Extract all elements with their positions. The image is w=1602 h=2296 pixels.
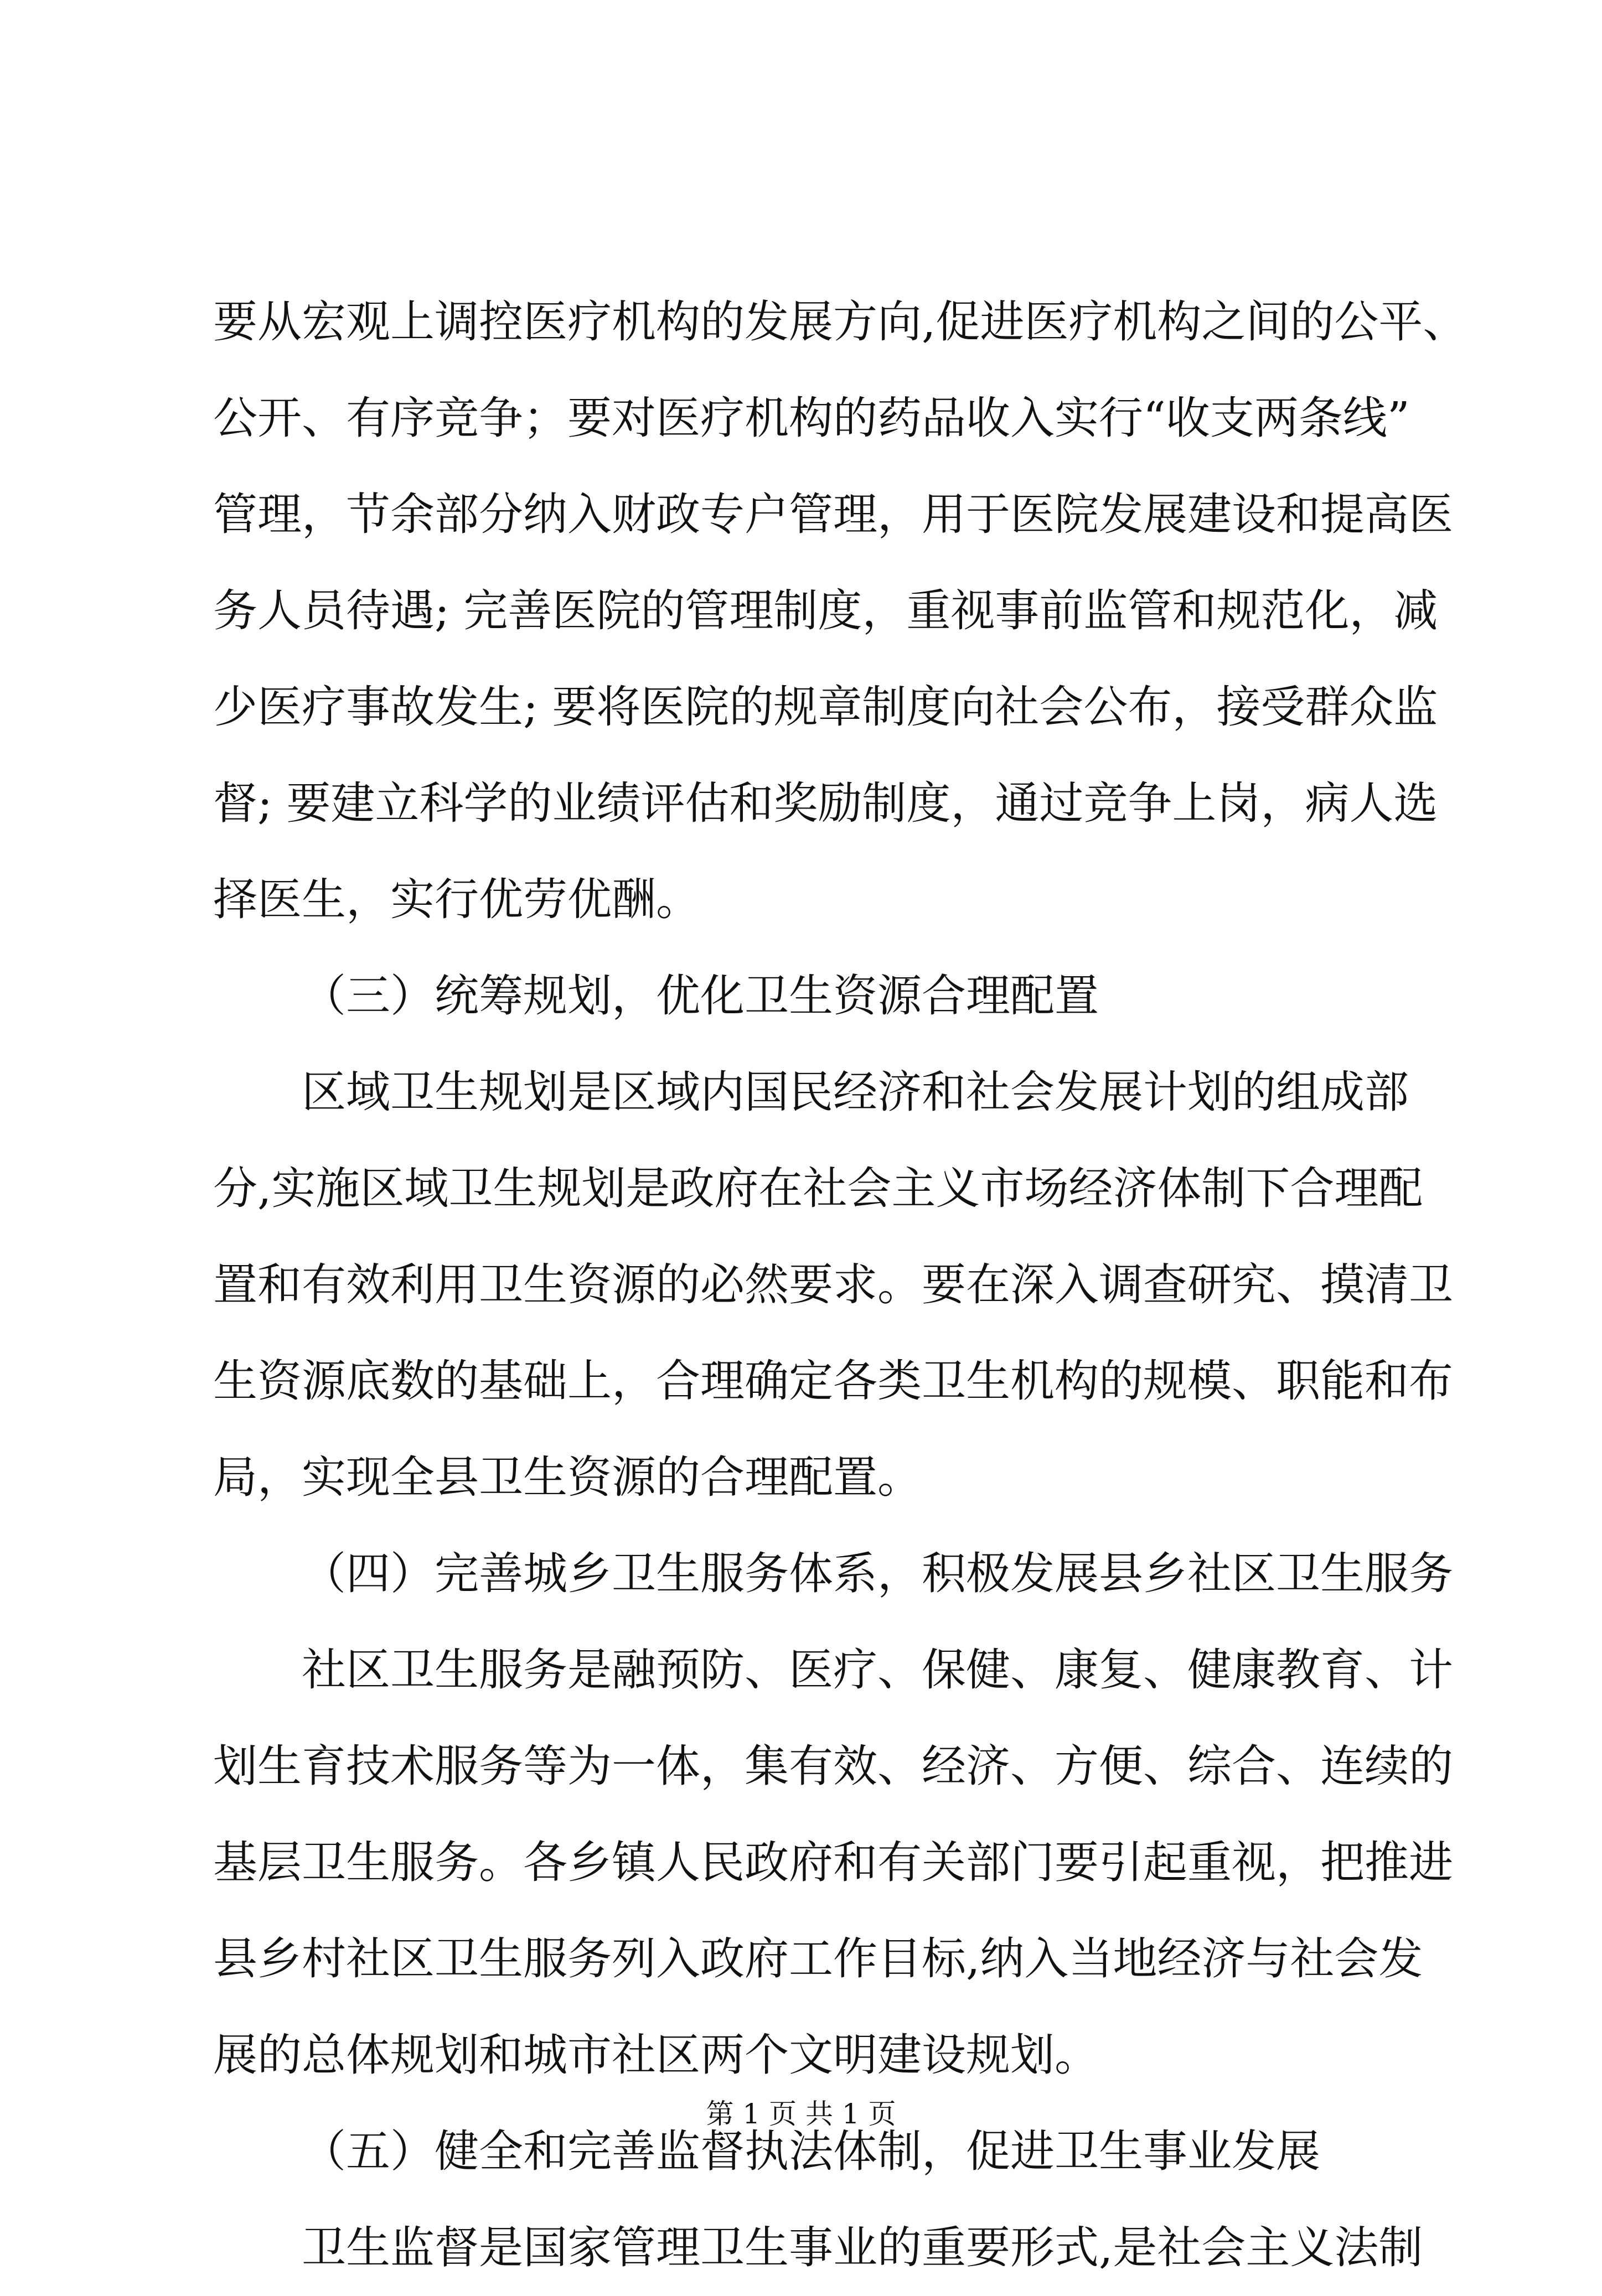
- text-line: 局，实现全县卫生资源的合理配置。: [213, 1452, 922, 1503]
- text-line: 要从宏观上调控医疗机构的发展方向,促进医疗机构之间的公平、: [213, 296, 1467, 348]
- text-line: 划生育技术服务等为一体，集有效、经济、方便、综合、连续的: [213, 1740, 1453, 1792]
- text-line: 卫生监督是国家管理卫生事业的重要形式,是社会主义法制: [302, 2222, 1423, 2273]
- text-line: 社区卫生服务是融预防、医疗、保健、康复、健康教育、计: [302, 1644, 1453, 1696]
- text-line: 务人员待遇; 完善医院的管理制度，重视事前监管和规范化，减: [213, 585, 1438, 636]
- text-line: 择医生，实行优劳优酬。: [213, 874, 700, 925]
- section-heading: （四）完善城乡卫生服务体系，积极发展县乡社区卫生服务: [302, 1548, 1453, 1599]
- text-line: 置和有效利用卫生资源的必然要求。要在深入调查研究、摸清卫: [213, 1259, 1453, 1310]
- text-line: 区域卫生规划是区域内国民经济和社会发展计划的组成部: [302, 1066, 1409, 1118]
- text-line: 公开、有序竞争；要对医疗机构的药品收入实行“收支两条线”: [213, 392, 1410, 444]
- text-line: 少医疗事故发生; 要将医院的规章制度向社会公布，接受群众监: [213, 681, 1438, 733]
- text-line: 督; 要建立科学的业绩评估和奖励制度，通过竞争上岗，病人选: [213, 778, 1438, 829]
- text-line: 基层卫生服务。各乡镇人民政府和有关部门要引起重视，把推进: [213, 1837, 1453, 1888]
- text-line: 县乡村社区卫生服务列入政府工作目标,纳入当地经济与社会发: [213, 1933, 1423, 1984]
- document-body: [213, 274, 1467, 2296]
- page-footer: 第 1 页 共 1 页: [706, 2098, 896, 2130]
- section-heading: （三）统筹规划，优化卫生资源合理配置: [302, 970, 1099, 1022]
- section-heading: （五）健全和完善监督执法体制，促进卫生事业发展: [302, 2126, 1320, 2177]
- text-line: 生资源底数的基础上，合理确定各类卫生机构的规模、职能和布: [213, 1355, 1453, 1407]
- text-line: 分,实施区域卫生规划是政府在社会主义市场经济体制下合理配: [213, 1163, 1423, 1214]
- text-line: 管理，节余部分纳入财政专户管理，用于医院发展建设和提高医: [213, 489, 1453, 540]
- text-line: 展的总体规划和城市社区两个文明建设规划。: [213, 2029, 1099, 2081]
